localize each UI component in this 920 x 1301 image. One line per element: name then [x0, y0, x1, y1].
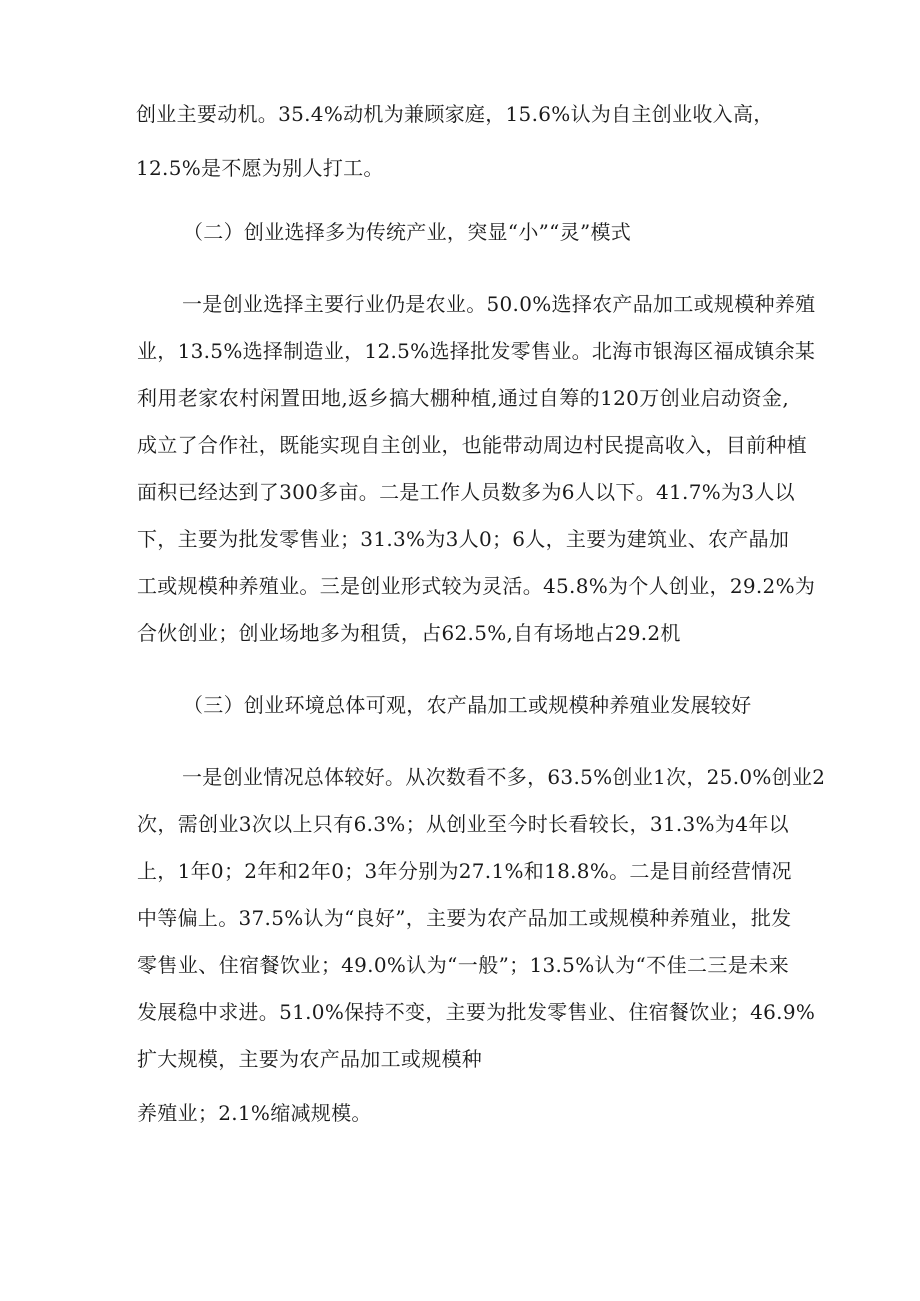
section-3-line-2: 次，需创业3次以上只有6.3%；从创业至今时长看较长，31.3%为4年以: [137, 812, 789, 836]
section-3-line-6: 发展稳中求进。51.0%保持不变，主要为批发零售业、住宿餐饮业；46.9%: [137, 1000, 816, 1024]
section-3-line-5: 零售业、住宿餐饮业；49.0%认为“一般”；13.5%认为“不佳二三是未来: [137, 953, 789, 977]
section-3-line-4: 中等偏上。37.5%认为“良好”，主要为农产品加工或规模种养殖业，批发: [137, 906, 792, 930]
section-2-heading: （二）创业选择多为传统产业，突显“小”“灵”模式: [183, 220, 632, 244]
section-2-line-6: 下，主要为批发零售业；31.3%为3人0；6人，主要为建筑业、农产晶加: [137, 527, 790, 551]
intro-line-2: 12.5%是不愿为别人打工。: [136, 156, 384, 180]
section-2-line-7: 工或规模种养殖业。三是创业形式较为灵活。45.8%为个人创业，29.2%为: [137, 574, 816, 598]
section-3-line-1: 一是创业情况总体较好。从次数看不多，63.5%创业1次，25.0%创业2: [182, 765, 826, 789]
section-2-line-3: 利用老家农村闲置田地,返乡搞大棚种植,通过自筹的120万创业启动资金,: [137, 386, 789, 410]
section-2-line-4: 成立了合作社，既能实现自主创业，也能带动周边村民提高收入，目前种植: [137, 433, 807, 457]
section-2-line-5: 面积已经达到了300多亩。二是工作人员数多为6人以下。41.7%为3人以: [137, 480, 795, 504]
section-2-line-8: 合伙创业；创业场地多为租赁，占62.5%,自有场地占29.2机: [137, 621, 681, 645]
intro-line-1: 创业主要动机。35.4%动机为兼顾家庭，15.6%认为自主创业收入高，: [136, 102, 774, 126]
section-2-line-1: 一是创业选择主要行业仍是农业。50.0%选择农产品加工或规模种养殖: [182, 292, 816, 316]
section-3-line-3: 上，1年0；2年和2年0；3年分别为27.1%和18.8%。二是目前经营情况: [137, 859, 792, 883]
section-3-line-7: 扩大规模，主要为农产品加工或规模种: [137, 1047, 483, 1071]
section-3-line-8: 养殖业；2.1%缩减规模。: [137, 1101, 372, 1125]
section-3-heading: （三）创业环境总体可观，农产晶加工或规模种养殖业发展较好: [183, 693, 752, 717]
section-2-line-2: 业，13.5%选择制造业，12.5%选择批发零售业。北海市银海区福成镇余某: [137, 339, 816, 363]
